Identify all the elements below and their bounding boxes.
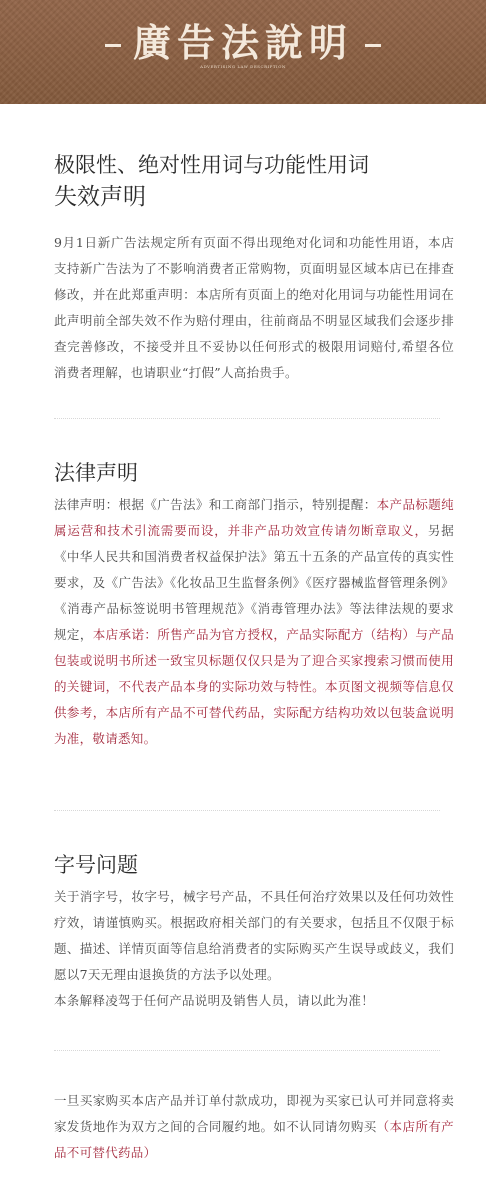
section1-title-line2: 失效声明 <box>54 184 146 210</box>
section3-body: 关于消字号，妆字号，械字号产品，不具任何治疗效果以及任何功效性疗效，请谨慎购买。根据政府相关部门的有关要求，包括且不仅限于标题、描述、详情页面等信息给消费者的实际购买产生误导或歧义，我们愿以7天无理由退换货的方法予以处理。 <box>54 889 454 982</box>
section-license-numbers <box>54 850 454 1014</box>
divider-1 <box>54 418 440 419</box>
banner-title: 廣告法說明 <box>132 20 353 65</box>
section2-body <box>54 492 454 752</box>
section4-red-note: （本店所有产品不可替代药品） <box>54 1119 454 1160</box>
section3-title: 字号问题 <box>54 853 138 877</box>
header-banner <box>0 0 486 104</box>
section4-text: 一旦买家购买本店产品并订单付款成功，即视为买家已认可并同意将卖家发货地作为双方之间的合同履约地。如不认同请勿购买 <box>54 1093 454 1134</box>
section2-part2: 本产品标题纯属运营和技术引流需要而设，并非产品功效宣传请勿断章取义， <box>54 497 454 538</box>
divider-2 <box>54 810 440 811</box>
section4-body <box>54 1088 454 1166</box>
banner-subtitle: ADVERTISING LAW DESCRIPTION <box>200 64 286 69</box>
section3-note: 本条解释凌驾于任何产品说明及销售人员，请以此为准！ <box>54 993 375 1008</box>
divider-3 <box>54 1050 440 1051</box>
section2-title: 法律声明 <box>54 461 138 485</box>
section-contract <box>54 1088 454 1166</box>
section1-body: 9月1日新广告法规定所有页面不得出现绝对化词和功能性用语，本店支持新广告法为了不影响消费者正常购物，页面明显区域本店已在排查修改，并在此郑重声明：本店所有页面上的绝对化用词与功能性用词在此声明前全部失效不作为赔付理由，往前商品不明显区域我们会逐步排查完善修改，不接受并且不妥协以任何形式的极限用词赔付,希望各位消费者理解，也请职业“打假”人高抬贵手。 <box>54 235 454 380</box>
section2-part1: 法律声明：根据《广告法》和工商部门指示，特别提醒： <box>54 497 377 512</box>
section-invalidation <box>54 150 454 386</box>
section2-part3: 另据《中华人民共和国消费者权益保护法》第五十五条的产品宣传的真实性要求，及《广告法》《化妆品卫生监督条例》《医疗器械监督管理条例》《消毒产品标签说明书管理规范》《消毒管理办法》等法律法规的要求规定， <box>54 523 454 642</box>
section-legal <box>54 458 454 752</box>
section1-title-line1: 极限性、绝对性用词与功能性用词 <box>54 153 369 177</box>
banner-dash-right <box>365 44 381 47</box>
section2-part4: 本店承诺：所售产品为官方授权，产品实际配方（结构）与产品包装或说明书所述一致宝贝标题仅仅只是为了迎合买家搜索习惯而使用的关键词，不代表产品本身的实际功效与特性。本页图文视频等信息仅供参考，本店所有产品不可替代药品，实际配方结构功效以包装盒说明为准，敬请悉知。 <box>54 627 455 746</box>
